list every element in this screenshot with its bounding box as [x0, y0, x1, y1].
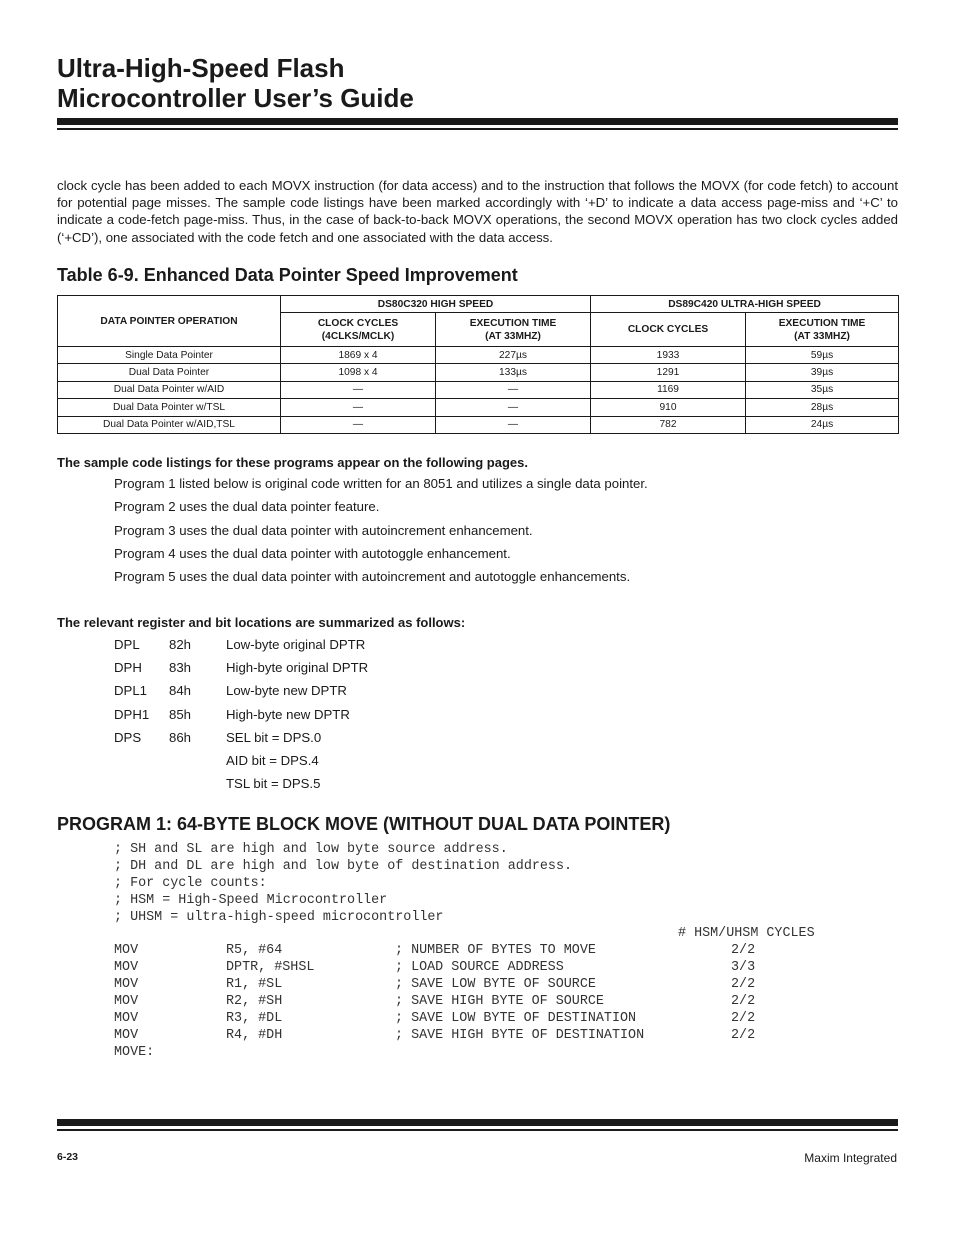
- list-item: Program 4 uses the dual data pointer with autotoggle enhancement.: [114, 545, 511, 561]
- group-high-speed: DS80C320 HIGH SPEED: [281, 296, 591, 313]
- program-heading: PROGRAM 1: 64-BYTE BLOCK MOVE (WITHOUT DUAL DATA POINTER): [57, 814, 671, 834]
- code-line: MOV R3, #DL ; SAVE LOW BYTE OF DESTINATION 2/2: [114, 1010, 756, 1026]
- header-rule-thick: [57, 118, 898, 125]
- footer-rule-thin: [57, 1129, 898, 1131]
- code-line: MOV R1, #SL ; SAVE LOW BYTE OF SOURCE 2/2: [114, 977, 756, 993]
- code-label: MOVE:: [114, 1044, 155, 1060]
- company-name: Maxim Integrated: [804, 1151, 897, 1165]
- header-rule-thin: [57, 128, 898, 130]
- register-note: The relevant register and bit locations are summarized as follows:: [57, 615, 466, 630]
- list-item: Program 2 uses the dual data pointer feature.: [114, 499, 380, 515]
- title-line-1: Ultra-High-Speed Flash: [57, 53, 345, 83]
- table-row: Dual Data Pointer w/AID,TSL — — 782 24µs: [58, 416, 899, 433]
- col-operation-header: DATA POINTER OPERATION: [58, 296, 281, 347]
- title-line-2: Microcontroller User’s Guide: [57, 83, 414, 113]
- cycles-header: # HSM/UHSM CYCLES: [678, 926, 815, 942]
- code-comment: ; DH and DL are high and low byte of destination address.: [114, 858, 573, 874]
- speed-table: [57, 295, 899, 434]
- list-item: Program 3 uses the dual data pointer with autoincrement enhancement.: [114, 522, 533, 538]
- table-row: Dual Data Pointer 1098 x 4 133µs 1291 39µs: [58, 364, 899, 381]
- uhs-exec-header: EXECUTION TIME (AT 33MHZ): [746, 313, 899, 347]
- code-label-line: [0, 1045, 954, 1062]
- cycles-header-line: [0, 926, 954, 943]
- code-line: MOV R5, #64 ; NUMBER OF BYTES TO MOVE 2/2: [114, 943, 756, 959]
- hs-clock-header: CLOCK CYCLES (4CLKS/MCLK): [281, 313, 436, 347]
- table-row: Dual Data Pointer w/TSL — — 910 28µs: [58, 399, 899, 416]
- code-listing: [0, 842, 954, 1062]
- code-comment: ; HSM = High-Speed Microcontroller: [114, 892, 388, 908]
- hs-exec-header: EXECUTION TIME (AT 33MHZ): [436, 313, 591, 347]
- code-comment: ; UHSM = ultra-high-speed microcontroller: [114, 909, 444, 925]
- program-list: [114, 475, 648, 591]
- page-number: 6-23: [57, 1151, 79, 1163]
- code-comment: ; SH and SL are high and low byte source address.: [114, 842, 508, 857]
- footer-rule-thick: [57, 1119, 898, 1126]
- intro-paragraph: clock cycle has been added to each MOVX instruction (for data access) and to the instruction that follows the MOVX (for code fetch) to account for potential page misses. The sample code listings have been marked accordingly with ‘+D’ to indicate a data access page-miss and ‘+C’ to indicate a code-fetch page-miss. Thus, in the case of back-to-back MOVX operations, the second MOVX operation has two clock cycles added (‘+CD’), one associated with the code fetch and one associated with the data access.: [57, 178, 898, 245]
- table-row: Dual Data Pointer w/AID — — 1169 35µs: [58, 381, 899, 398]
- table-row: Single Data Pointer 1869 x 4 227µs 1933 59µs: [58, 347, 899, 364]
- table-title: Table 6-9. Enhanced Data Pointer Speed Improvement: [57, 265, 518, 285]
- code-comment: ; For cycle counts:: [114, 875, 267, 891]
- sample-code-note: The sample code listings for these programs appear on the following pages.: [57, 455, 528, 470]
- document-title: [57, 53, 414, 113]
- list-item: Program 5 uses the dual data pointer with autoincrement and autotoggle enhancements.: [114, 569, 631, 585]
- code-line: MOV R4, #DH ; SAVE HIGH BYTE OF DESTINATION 2/2: [114, 1027, 756, 1043]
- code-line: MOV R2, #SH ; SAVE HIGH BYTE OF SOURCE 2/2: [114, 994, 756, 1010]
- uhs-clock-header: CLOCK CYCLES: [591, 313, 746, 347]
- code-line: MOV DPTR, #SHSL ; LOAD SOURCE ADDRESS 3/3: [114, 960, 756, 976]
- list-item: Program 1 listed below is original code written for an 8051 and utilizes a single data pointer.: [114, 476, 648, 491]
- group-ultra-high-speed: DS89C420 ULTRA-HIGH SPEED: [591, 296, 899, 313]
